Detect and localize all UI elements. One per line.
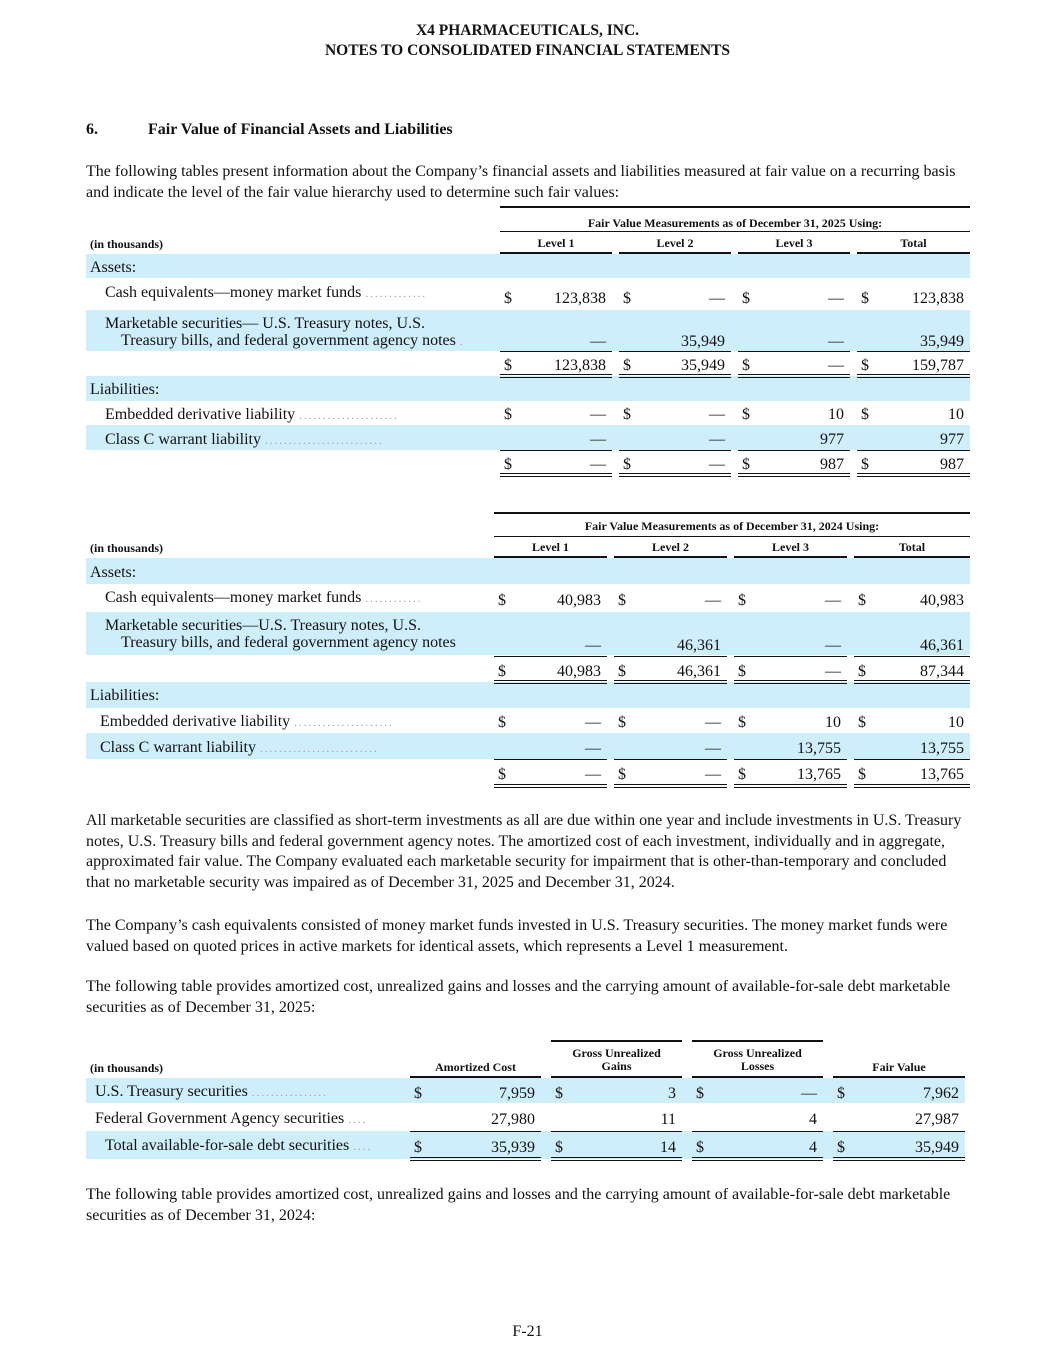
column-header: Level 3: [775, 236, 813, 250]
column-header: Total: [900, 236, 927, 250]
section-heading: [86, 121, 453, 139]
row-label: Federal Government Agency securities ....: [95, 1110, 368, 1127]
page-subtitle: NOTES TO CONSOLIDATED FINANCIAL STATEMENTS: [324, 42, 731, 59]
column-header: Total: [898, 540, 926, 554]
row-label: Embedded derivative liability .....................: [105, 406, 399, 423]
liabilities-label: Liabilities:: [90, 381, 160, 398]
column-header: Level 3: [772, 540, 809, 554]
column-header: Level 1: [532, 540, 569, 554]
row-label: U.S. Treasury securities ................: [95, 1083, 328, 1100]
column-header: Fair Value: [872, 1060, 926, 1074]
row-label: Cash equivalents—money market funds ............: [105, 589, 423, 606]
table-super-header: Fair Value Measurements as of December 31, 2024 Using:: [584, 519, 880, 533]
column-header: Level 2: [656, 236, 694, 250]
paragraph-afs-2025-intro: The following table provides amortized cost, unrealized gains and losses and the carrying amount of available-for-sale debt marketable securities as of December 31, 2025:: [86, 978, 951, 1016]
row-label: Embedded derivative liability .....................: [100, 713, 394, 730]
unit-label: (in thousands): [90, 541, 164, 555]
intro-paragraph: The following tables present information about the Company’s financial assets and liabilities measured at fair value on a recurring basis and indicate the level of the fair value hierarchy used to determine such fair values:: [86, 163, 956, 201]
column-header: Gross Unrealized Losses: [713, 1046, 802, 1073]
row-label: Marketable securities— U.S. Treasury notes, U.S.: [105, 315, 425, 332]
assets-label: Assets:: [90, 259, 137, 276]
row-label: Treasury bills, and federal government agency notes .: [121, 332, 465, 349]
company-name: X4 PHARMACEUTICALS, INC.: [415, 22, 640, 39]
column-header: Amortized Cost: [435, 1060, 516, 1074]
liabilities-label: Liabilities:: [90, 687, 160, 704]
row-label: Treasury bills, and federal government agency notes: [121, 634, 456, 651]
paragraph-marketable-securities: All marketable securities are classified as short-term investments as all are due within one year and include investments in U.S. Treasury notes, U.S. Treasury bills and federal government agency notes. The amortized cost of each investment, individually and in aggregate, approximated fair value. The Company evaluated each marketable security for impairment that is other-than-temporary and concluded that no marketable security was impaired as of December 31, 2025 and December 31, 2024.: [86, 812, 962, 891]
row-label: Cash equivalents—money market funds .............: [105, 284, 428, 301]
paragraph-cash-equivalents: The Company’s cash equivalents consisted of money market funds invested in U.S. Treasury securities. The money market funds were valued based on quoted prices in active markets for identical assets, which represents a Level 1 measurement.: [86, 917, 948, 955]
section-title: Fair Value of Financial Assets and Liabilities: [148, 121, 453, 138]
row-label: Marketable securities—U.S. Treasury notes, U.S.: [105, 617, 421, 634]
unit-label: (in thousands): [90, 237, 164, 251]
column-header: Level 1: [537, 236, 575, 250]
section-number: 6.: [86, 121, 98, 138]
row-label: Total available-for-sale debt securities ....: [105, 1137, 373, 1154]
page-number: F-21: [512, 1323, 543, 1340]
column-header: Gross Unrealized Gains: [572, 1046, 661, 1073]
paragraph-afs-2024-intro: The following table provides amortized cost, unrealized gains and losses and the carrying amount of available-for-sale debt marketable securities as of December 31, 2024:: [86, 1186, 951, 1224]
unit-label: (in thousands): [90, 1061, 164, 1075]
table-super-header: Fair Value Measurements as of December 31, 2025 Using:: [587, 216, 883, 230]
assets-label: Assets:: [90, 564, 137, 581]
row-label: Class C warrant liability .........................: [105, 431, 384, 448]
column-header: Level 2: [652, 540, 689, 554]
row-label: Class C warrant liability .........................: [100, 739, 379, 756]
